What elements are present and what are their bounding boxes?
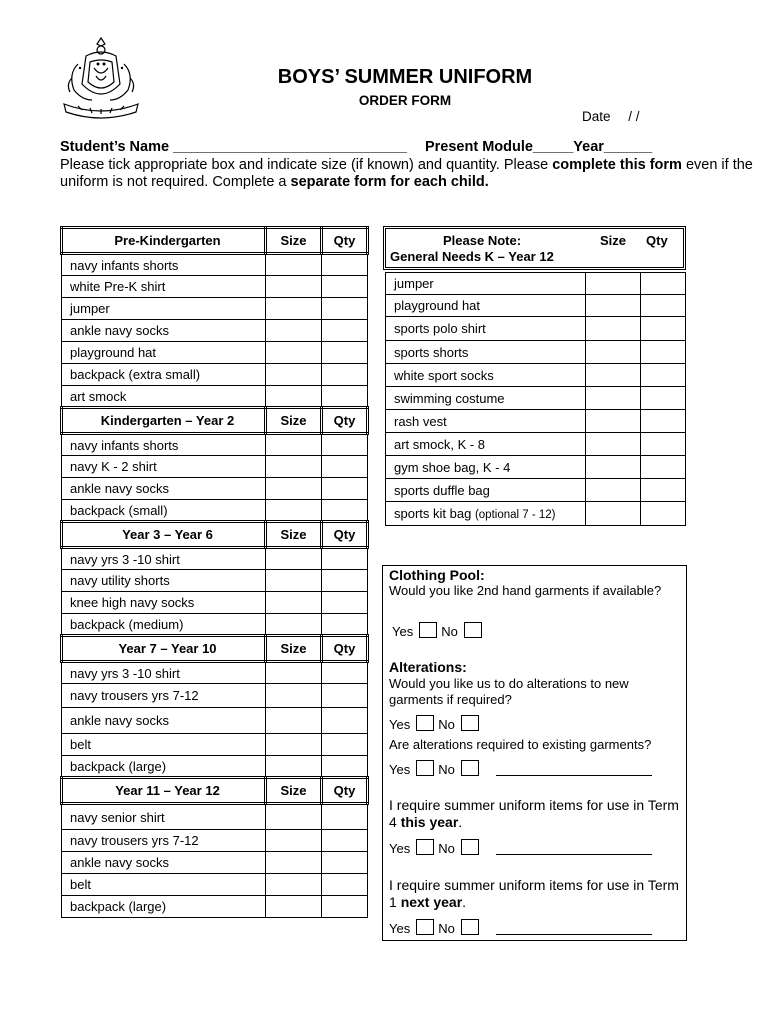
qty-cell[interactable] [322,342,368,364]
instructions-bold-2: separate form for each child. [290,174,489,190]
qty-cell[interactable] [641,295,686,317]
qty-cell[interactable] [641,410,686,433]
table-row [62,434,368,456]
qty-cell[interactable] [322,386,368,408]
no-checkbox[interactable] [464,622,482,638]
present-module-field[interactable]: Present Module_____Year______ [424,139,653,155]
section-header [62,778,368,804]
size-cell[interactable] [266,874,322,896]
yes-label: Yes [389,717,411,732]
item-label: backpack (medium) [62,614,266,636]
table-row [62,364,368,386]
item-label: knee high navy socks [62,592,266,614]
yes-checkbox[interactable] [419,622,437,638]
table-row [62,570,368,592]
no-label: No [441,624,458,639]
period: . [458,814,463,830]
table-row [386,273,686,295]
size-header: Size [266,522,322,548]
table-row [386,295,686,317]
table-row [62,386,368,408]
table-row [386,433,686,456]
qty-cell[interactable] [641,364,686,387]
size-cell[interactable] [266,276,322,298]
item-label: white Pre-K shirt [62,276,266,298]
qty-header: Qty [322,636,368,662]
item-label: ankle navy socks [62,852,266,874]
page-title: BOYS’ SUMMER UNIFORM [277,66,533,88]
size-cell[interactable] [266,320,322,342]
item-label: backpack (small) [62,500,266,522]
term1-text: I require summer uniform items for use in Term 1 [389,877,679,910]
size-cell[interactable] [266,684,322,708]
item-label: navy yrs 3 -10 shirt [62,548,266,570]
qty-header: Qty [322,228,368,254]
qty-cell[interactable] [322,708,368,734]
qty-cell[interactable] [322,684,368,708]
instructions-bold-1: complete this form [552,157,682,173]
size-cell[interactable] [266,298,322,320]
item-label: backpack (extra small) [62,364,266,386]
student-line [60,139,652,155]
no-label: No [438,841,455,856]
qty-cell[interactable] [322,756,368,778]
size-cell[interactable] [586,364,641,387]
item-label: navy trousers yrs 7-12 [62,830,266,852]
qty-cell[interactable] [322,662,368,684]
size-cell[interactable] [266,478,322,500]
alterations-question: Would you like us to do alterations to new garments if required? [389,676,629,707]
table-row [386,387,686,410]
size-cell[interactable] [586,317,641,341]
yes-label: Yes [389,921,411,936]
yes-checkbox[interactable] [416,760,434,776]
period: . [462,894,467,910]
item-label: rash vest [386,410,586,433]
size-cell[interactable] [266,852,322,874]
section-title: Year 11 – Year 12 [62,778,266,804]
size-cell[interactable] [266,804,322,830]
student-name-field[interactable]: Student’s Name _____________________________ [60,139,407,155]
item-label: navy yrs 3 -10 shirt [62,662,266,684]
existing-alterations-question: Are alterations required to existing garments? [389,737,652,752]
term1-statement [389,877,681,911]
no-checkbox[interactable] [461,839,479,855]
no-checkbox[interactable] [461,919,479,935]
item-label: navy utility shorts [62,570,266,592]
existing-alterations-answer [389,760,652,777]
table-row [62,874,368,896]
qty-cell[interactable] [322,734,368,756]
table-row [62,708,368,734]
alterations-answer [389,715,483,732]
section-header [62,522,368,548]
size-cell[interactable] [266,614,322,636]
item-label: navy senior shirt [62,804,266,830]
size-header: Size [266,408,322,434]
kit-bag-note: (optional 7 - 12) [474,509,556,521]
qty-cell[interactable] [322,434,368,456]
yes-label: Yes [389,762,411,777]
item-label: gym shoe bag, K - 4 [386,456,586,479]
qty-cell[interactable] [641,502,686,526]
size-cell[interactable] [586,433,641,456]
term1-bold: next year [400,894,463,910]
qty-cell[interactable] [641,341,686,364]
size-header: Size [266,636,322,662]
instructions-text-2: even if the uniform is not required. Complete a [60,157,753,190]
table-row [62,684,368,708]
table-row [62,830,368,852]
table-row [62,478,368,500]
qty-cell[interactable] [641,317,686,341]
size-cell[interactable] [266,570,322,592]
size-cell[interactable] [266,254,322,276]
date-field[interactable] [582,109,640,124]
table-row [62,804,368,830]
item-label: ankle navy socks [62,320,266,342]
table-row [62,320,368,342]
details-line[interactable] [496,763,652,776]
size-cell[interactable] [586,410,641,433]
table-row [62,276,368,298]
clothing-pool-answer [392,622,486,639]
qty-cell[interactable] [322,592,368,614]
table-row [386,502,686,526]
table-row [386,364,686,387]
size-cell[interactable] [266,342,322,364]
qty-header: Qty [322,408,368,434]
table-row [62,756,368,778]
section-title: Pre-Kindergarten [62,228,266,254]
table-row [386,317,686,341]
item-label: playground hat [386,295,586,317]
section-title: Year 7 – Year 10 [62,636,266,662]
size-cell[interactable] [586,295,641,317]
item-label: sports shorts [386,341,586,364]
size-cell[interactable] [266,456,322,478]
item-label: ankle navy socks [62,478,266,500]
size-header: Size [600,233,627,248]
table-row [62,254,368,276]
qty-cell[interactable] [641,433,686,456]
qty-cell[interactable] [322,804,368,830]
table-row [62,456,368,478]
item-label: art smock [62,386,266,408]
note-subtitle: General Needs K – Year 12 [390,249,554,264]
section-header [62,228,368,254]
size-cell[interactable] [266,386,322,408]
item-label: belt [62,734,266,756]
size-cell[interactable] [266,708,322,734]
qty-cell[interactable] [322,276,368,298]
no-checkbox[interactable] [461,715,479,731]
qty-cell[interactable] [322,298,368,320]
table-row [62,298,368,320]
section-title: Year 3 – Year 6 [62,522,266,548]
size-cell[interactable] [586,502,641,526]
clothing-pool-question: Would you like 2nd hand garments if available? [389,583,662,598]
item-label: sports duffle bag [386,479,586,502]
item-label: navy infants shorts [62,434,266,456]
qty-cell[interactable] [322,320,368,342]
qty-cell[interactable] [322,614,368,636]
table-row [62,614,368,636]
details-line[interactable] [496,842,652,855]
alterations-title: Alterations: [389,659,467,675]
item-label: sports polo shirt [386,317,586,341]
table-row [62,342,368,364]
item-label: ankle navy socks [62,708,266,734]
term1-answer [389,919,652,936]
table-row [386,410,686,433]
size-cell[interactable] [266,830,322,852]
section-header [62,408,368,434]
size-cell[interactable] [266,592,322,614]
details-line[interactable] [496,922,652,935]
size-cell[interactable] [266,896,322,918]
table-row [62,896,368,918]
clothing-pool-title: Clothing Pool: [389,567,485,583]
qty-cell[interactable] [641,456,686,479]
qty-cell[interactable] [322,896,368,918]
no-label: No [438,762,455,777]
no-checkbox[interactable] [461,760,479,776]
section-header [62,636,368,662]
qty-cell[interactable] [641,387,686,410]
size-cell[interactable] [266,500,322,522]
qty-cell[interactable] [322,254,368,276]
item-label: jumper [386,273,586,295]
qty-cell[interactable] [322,500,368,522]
item-label: navy K - 2 shirt [62,456,266,478]
item-label: jumper [62,298,266,320]
table-row [62,548,368,570]
table-row [62,500,368,522]
qty-cell[interactable] [322,548,368,570]
size-cell[interactable] [266,662,322,684]
yes-checkbox[interactable] [416,919,434,935]
qty-cell[interactable] [322,874,368,896]
term4-statement [389,797,681,831]
term4-answer [389,839,652,856]
no-label: No [438,717,455,732]
page-subtitle: ORDER FORM [358,93,452,108]
item-label: navy infants shorts [62,254,266,276]
yes-checkbox[interactable] [416,839,434,855]
size-cell[interactable] [586,273,641,295]
section-title: Kindergarten – Year 2 [62,408,266,434]
qty-cell[interactable] [322,852,368,874]
qty-cell[interactable] [322,570,368,592]
size-cell[interactable] [266,434,322,456]
term4-text: I require summer uniform items for use in Term 4 [389,797,679,830]
item-label: white sport socks [386,364,586,387]
size-header: Size [266,778,322,804]
note-title: Please Note: [443,233,522,248]
table-row [386,341,686,364]
size-cell[interactable] [266,734,322,756]
qty-cell[interactable] [322,456,368,478]
size-cell[interactable] [586,456,641,479]
table-row [386,456,686,479]
table-row [386,479,686,502]
qty-cell[interactable] [322,364,368,386]
instructions [60,157,760,191]
item-label [386,502,586,526]
qty-cell[interactable] [641,479,686,502]
size-cell[interactable] [266,548,322,570]
no-label: No [438,921,455,936]
item-label: playground hat [62,342,266,364]
instructions-text-1: Please tick appropriate box and indicate size (if known) and quantity. Please [60,157,553,173]
term4-bold: this year [400,814,459,830]
qty-cell[interactable] [322,830,368,852]
item-label: swimming costume [386,387,586,410]
item-label: art smock, K - 8 [386,433,586,456]
grade-uniform-table [60,226,369,918]
general-needs-table [385,272,686,526]
size-cell[interactable] [266,756,322,778]
item-label: navy trousers yrs 7-12 [62,684,266,708]
size-cell[interactable] [586,341,641,364]
date-label: Date [582,109,611,124]
date-separators: / / [628,109,640,124]
yes-label: Yes [392,624,414,639]
size-header: Size [266,228,322,254]
kit-bag-label: sports kit bag [394,506,472,521]
item-label: belt [62,874,266,896]
yes-checkbox[interactable] [416,715,434,731]
qty-header: Qty [322,522,368,548]
qty-header: Qty [322,778,368,804]
qty-header: Qty [646,233,668,248]
item-label: backpack (large) [62,756,266,778]
size-cell[interactable] [266,364,322,386]
size-cell[interactable] [586,479,641,502]
size-cell[interactable] [586,387,641,410]
table-row [62,592,368,614]
table-row [62,734,368,756]
table-row [62,852,368,874]
table-row [62,662,368,684]
qty-cell[interactable] [641,273,686,295]
qty-cell[interactable] [322,478,368,500]
yes-label: Yes [389,841,411,856]
item-label: backpack (large) [62,896,266,918]
